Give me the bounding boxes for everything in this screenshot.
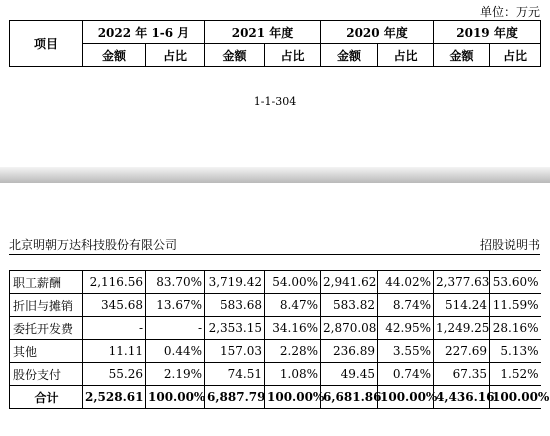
table-row	[10, 317, 541, 340]
row-label: 其他	[10, 340, 83, 363]
table-row	[10, 363, 541, 386]
row-label: 职工薪酬	[10, 271, 83, 294]
amount-2019-cell: 67.35	[434, 363, 490, 386]
amount-2022h1-cell: 2,528.61	[83, 386, 146, 409]
ratio-2019-cell: 53.60%	[490, 271, 541, 294]
row-label: 股份支付	[10, 363, 83, 386]
unit-label: 单位：万元	[479, 5, 540, 19]
amount-header: 金额	[83, 44, 146, 67]
amount-2020-cell: 2,870.08	[321, 317, 378, 340]
amount-2021-cell: 157.03	[205, 340, 265, 363]
ratio-2020-cell: 8.74%	[378, 294, 434, 317]
total-row	[10, 386, 541, 409]
ratio-header: 占比	[490, 44, 541, 67]
ratio-2022h1-cell: -	[146, 317, 205, 340]
amount-2020-cell: 583.82	[321, 294, 378, 317]
ratio-2021-cell: 54.00%	[265, 271, 321, 294]
row-label: 合计	[10, 386, 83, 409]
amount-2021-cell: 2,353.15	[205, 317, 265, 340]
amount-2021-cell: 74.51	[205, 363, 265, 386]
header-table	[9, 20, 541, 67]
ratio-2022h1-cell: 100.00%	[146, 386, 205, 409]
amount-2019-cell: 227.69	[434, 340, 490, 363]
ratio-2020-cell: 44.02%	[378, 271, 434, 294]
ratio-header: 占比	[378, 44, 434, 67]
ratio-2019-cell: 100.00%	[490, 386, 541, 409]
amount-2020-cell: 236.89	[321, 340, 378, 363]
header-rule	[9, 254, 540, 255]
period-header: 2019 年度	[434, 21, 541, 44]
amount-2022h1-cell: -	[83, 317, 146, 340]
ratio-2019-cell: 1.52%	[490, 363, 541, 386]
ratio-header: 占比	[265, 44, 321, 67]
amount-2020-cell: 2,941.62	[321, 271, 378, 294]
amount-2019-cell: 2,377.63	[434, 271, 490, 294]
page-gap	[0, 167, 550, 183]
page-number: 1-1-304	[253, 95, 297, 108]
ratio-2022h1-cell: 83.70%	[146, 271, 205, 294]
ratio-2019-cell: 5.13%	[490, 340, 541, 363]
table-row	[10, 294, 541, 317]
ratio-2020-cell: 3.55%	[378, 340, 434, 363]
amount-2022h1-cell: 55.26	[83, 363, 146, 386]
ratio-2021-cell: 100.00%	[265, 386, 321, 409]
ratio-2019-cell: 28.16%	[490, 317, 541, 340]
ratio-2022h1-cell: 13.67%	[146, 294, 205, 317]
amount-header: 金额	[205, 44, 265, 67]
period-header: 2020 年度	[321, 21, 434, 44]
ratio-2021-cell: 8.47%	[265, 294, 321, 317]
ratio-header: 占比	[146, 44, 205, 67]
row-label: 委托开发费	[10, 317, 83, 340]
ratio-2021-cell: 34.16%	[265, 317, 321, 340]
amount-2019-cell: 1,249.25	[434, 317, 490, 340]
ratio-2021-cell: 2.28%	[265, 340, 321, 363]
amount-2022h1-cell: 2,116.56	[83, 271, 146, 294]
amount-header: 金额	[321, 44, 378, 67]
row-label: 折旧与摊销	[10, 294, 83, 317]
amount-2022h1-cell: 11.11	[83, 340, 146, 363]
ratio-2022h1-cell: 0.44%	[146, 340, 205, 363]
item-header: 项目	[10, 21, 83, 67]
amount-2021-cell: 6,887.79	[205, 386, 265, 409]
period-header: 2022 年 1-6 月	[83, 21, 205, 44]
period-header: 2021 年度	[205, 21, 321, 44]
amount-2019-cell: 4,436.16	[434, 386, 490, 409]
ratio-2020-cell: 100.00%	[378, 386, 434, 409]
amount-2021-cell: 3,719.42	[205, 271, 265, 294]
amount-2019-cell: 514.24	[434, 294, 490, 317]
ratio-2022h1-cell: 2.19%	[146, 363, 205, 386]
amount-2022h1-cell: 345.68	[83, 294, 146, 317]
table-row	[10, 271, 541, 294]
top-page	[0, 0, 550, 167]
amount-header: 金额	[434, 44, 490, 67]
ratio-2021-cell: 1.08%	[265, 363, 321, 386]
amount-2020-cell: 6,681.86	[321, 386, 378, 409]
ratio-2020-cell: 42.95%	[378, 317, 434, 340]
table-row	[10, 340, 541, 363]
expense-table	[9, 270, 550, 409]
document-type: 招股说明书	[479, 238, 540, 252]
company-name: 北京明朝万达科技股份有限公司	[9, 238, 178, 252]
amount-2020-cell: 49.45	[321, 363, 378, 386]
amount-2021-cell: 583.68	[205, 294, 265, 317]
ratio-2020-cell: 0.74%	[378, 363, 434, 386]
ratio-2019-cell: 11.59%	[490, 294, 541, 317]
